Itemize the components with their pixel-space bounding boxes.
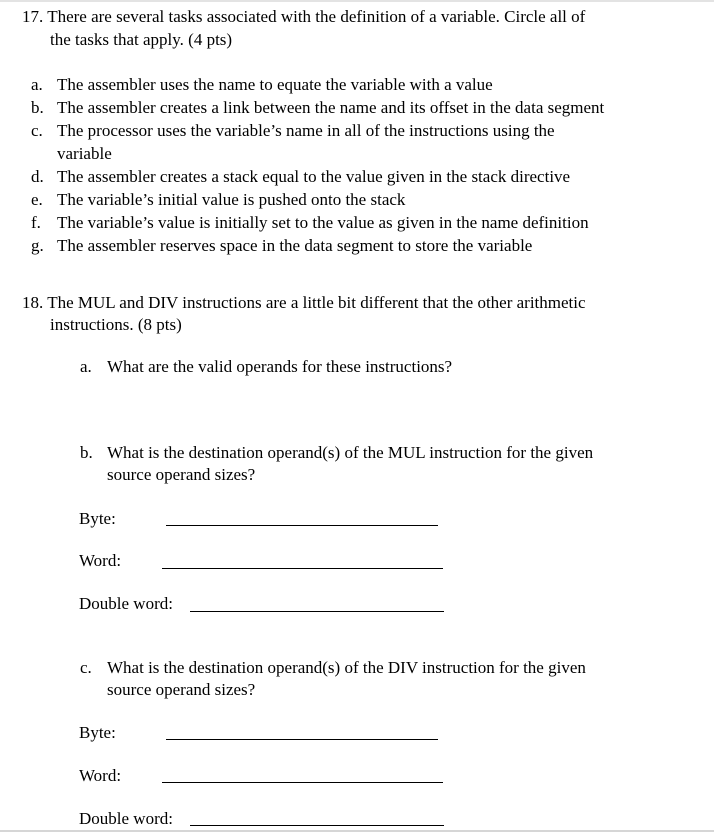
byte-label: Byte: xyxy=(79,509,116,528)
word-answer-blank[interactable] xyxy=(162,782,443,783)
option-text-continued: variable xyxy=(57,144,112,163)
q17-prompt-line1: There are several tasks associated with the definition of a variable. Circle all of xyxy=(47,7,586,26)
option-marker: f. xyxy=(31,213,41,232)
q17-number: 17. xyxy=(22,7,44,26)
byte-answer-blank[interactable] xyxy=(166,525,438,526)
double-word-label: Double word: xyxy=(79,809,173,828)
part-question-line1: What is the destination operand(s) of the MUL instruction for the given xyxy=(107,443,594,462)
q17-prompt-line2: the tasks that apply. (4 pts) xyxy=(50,30,233,49)
word-label: Word: xyxy=(79,766,122,785)
option-text: The processor uses the variable’s name in all of the instructions using the xyxy=(57,121,555,140)
option-text: The assembler reserves space in the data segment to store the variable xyxy=(57,236,533,255)
option-marker: b. xyxy=(31,98,44,117)
option-text: The assembler creates a link between the name and its offset in the data segment xyxy=(57,98,605,117)
word-answer-blank[interactable] xyxy=(162,568,443,569)
part-question: What are the valid operands for these instructions? xyxy=(107,357,453,376)
byte-answer-blank[interactable] xyxy=(166,739,438,740)
option-marker: g. xyxy=(31,236,44,255)
option-marker: c. xyxy=(31,121,43,140)
q18-prompt-line1: The MUL and DIV instructions are a little bit different that the other arithmetic xyxy=(47,293,586,312)
part-marker: c. xyxy=(80,658,92,677)
option-text: The variable’s value is initially set to the value as given in the name definition xyxy=(57,213,589,232)
double-word-label: Double word: xyxy=(79,594,173,613)
page-top-edge xyxy=(0,0,714,2)
q18-line1 xyxy=(22,291,586,314)
part-question-line1: What is the destination operand(s) of the DIV instruction for the given xyxy=(107,658,586,677)
q17-line1 xyxy=(22,5,585,28)
part-marker: a. xyxy=(80,357,92,376)
part-question-line2: source operand sizes? xyxy=(107,680,256,699)
option-text: The assembler creates a stack equal to the value given in the stack directive xyxy=(57,167,571,186)
option-marker: e. xyxy=(31,190,43,209)
q18-prompt-line2: instructions. (8 pts) xyxy=(50,315,182,334)
option-text: The variable’s initial value is pushed onto the stack xyxy=(57,190,406,209)
part-question-line2: source operand sizes? xyxy=(107,465,256,484)
part-marker: b. xyxy=(80,443,93,462)
option-marker: d. xyxy=(31,167,44,186)
option-marker: a. xyxy=(31,75,43,94)
double-word-answer-blank[interactable] xyxy=(190,611,444,612)
byte-label: Byte: xyxy=(79,723,116,742)
word-label: Word: xyxy=(79,551,122,570)
option-text: The assembler uses the name to equate the variable with a value xyxy=(57,75,493,94)
double-word-answer-blank[interactable] xyxy=(190,825,444,826)
q18-number: 18. xyxy=(22,293,44,312)
